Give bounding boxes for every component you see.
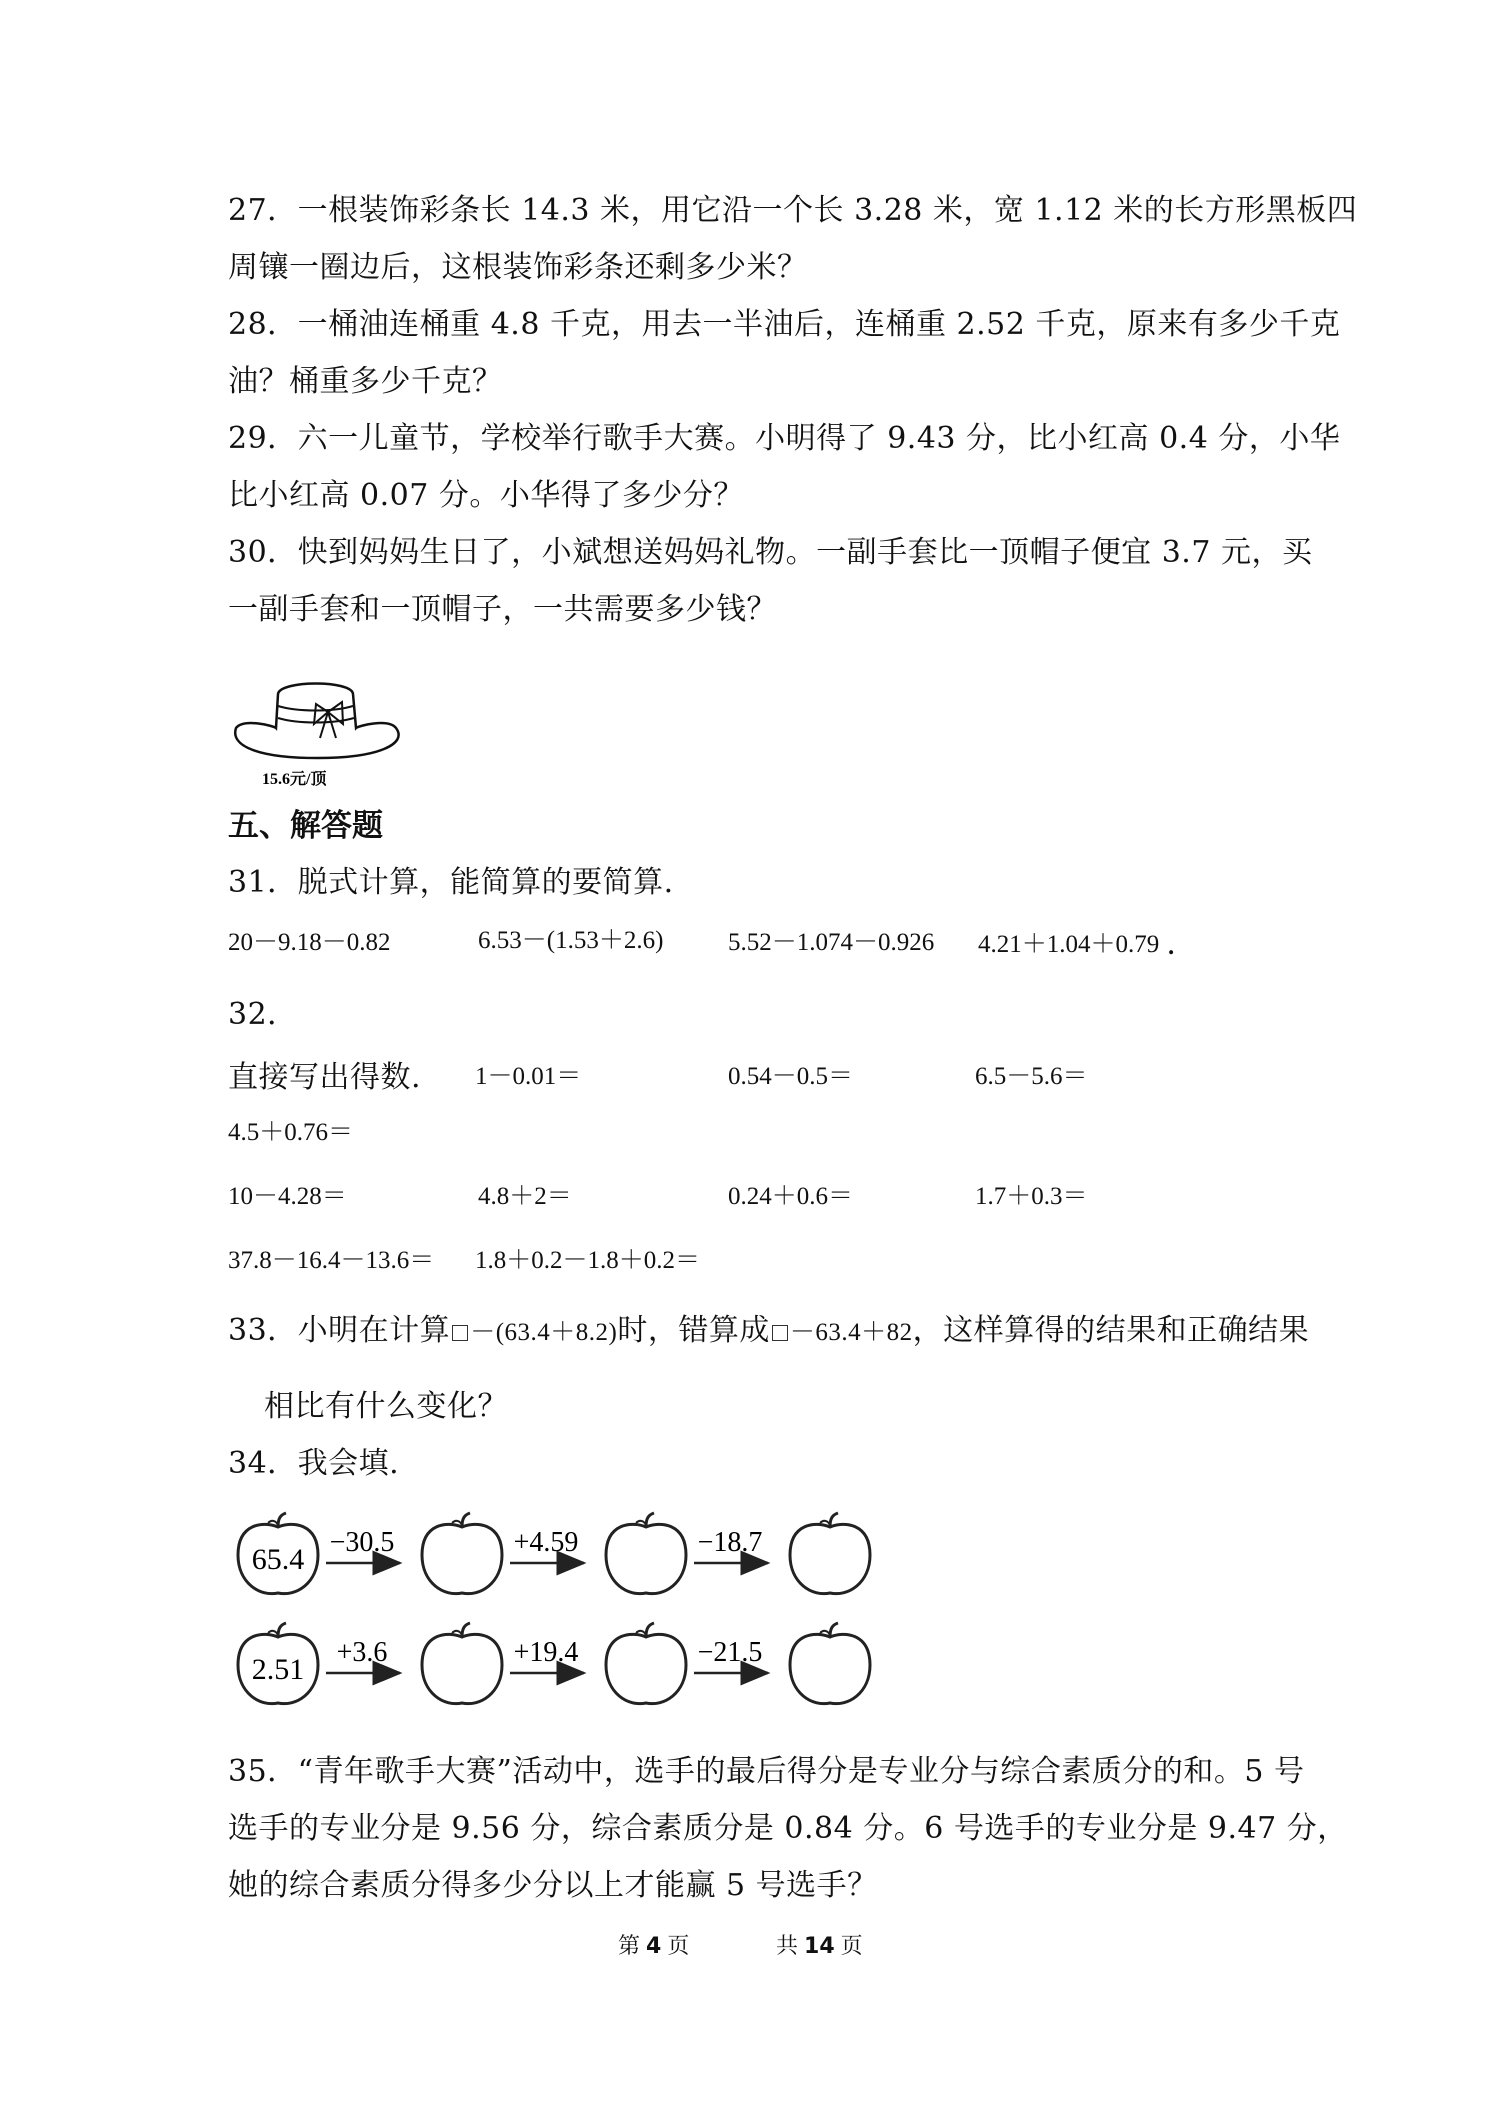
total-num: 14 [804, 1934, 835, 1959]
apple-row1-start: 65.4 [251, 1543, 305, 1576]
apple-1-2 [422, 1513, 502, 1594]
q34-title: 34．我会填. [228, 1446, 400, 1481]
op-row1-1: −30.5 [329, 1527, 395, 1558]
op-row2-3: −21.5 [697, 1637, 763, 1668]
q29-line2: 比小红高 0.07 分。小华得了多少分？ [228, 478, 744, 513]
op-row1-3: −18.7 [697, 1527, 763, 1558]
q32-item-9: 37.8－16.4－13.6＝ [228, 1247, 435, 1274]
apple-1-4 [790, 1513, 870, 1594]
q32-item-2: 0.54－0.5＝ [728, 1063, 854, 1090]
q28-line1: 28．一桶油连桶重 4.8 千克，用去一半油后，连桶重 2.52 千克，原来有多少千克 [228, 307, 1341, 342]
page-label-pre: 第 [618, 1934, 641, 1959]
q31-expr-4: 4.21＋1.04＋0.79 [978, 931, 1160, 958]
q31-end: . [1168, 933, 1175, 960]
q33-line1 [228, 1313, 1310, 1351]
q32-item-3: 6.5－5.6＝ [975, 1063, 1088, 1090]
hat-illustration [228, 666, 408, 796]
section-5-title: 五、解答题 [228, 808, 383, 844]
q33-pre: 33．小明在计算 [228, 1313, 451, 1348]
apple-2-4 [790, 1623, 870, 1704]
apple-2-2 [422, 1623, 502, 1704]
apple-row2-start: 2.51 [251, 1653, 305, 1686]
q27-line1: 27．一根装饰彩条长 14.3 米，用它沿一个长 3.28 米，宽 1.12 米的长方形黑板四 [228, 193, 1358, 228]
q31-title: 31．脱式计算，能简算的要简算. [228, 865, 674, 900]
blank-box [772, 1325, 788, 1341]
q32-item-1: 1－0.01＝ [475, 1063, 582, 1090]
op-row2-1: +3.6 [336, 1637, 388, 1668]
blank-box [452, 1325, 468, 1341]
op-row1-2: +4.59 [513, 1527, 579, 1558]
q33-mid: 时，错算成 [617, 1313, 770, 1348]
q30-line1: 30．快到妈妈生日了，小斌想送妈妈礼物。一副手套比一顶帽子便宜 3.7 元，买 [228, 535, 1313, 570]
q33-expr1: －(63.4＋8.2) [470, 1319, 618, 1346]
q32-item-7: 0.24＋0.6＝ [728, 1183, 854, 1210]
page-num: 4 [646, 1934, 662, 1959]
q33-line2: 相比有什么变化？ [264, 1389, 508, 1424]
q29-line1: 29．六一儿童节，学校举行歌手大赛。小明得了 9.43 分，比小红高 0.4 分，小华 [228, 421, 1341, 456]
q30-line2: 一副手套和一顶帽子，一共需要多少钱？ [228, 592, 777, 627]
q32-title: 32． [228, 997, 298, 1032]
q27-line2: 周镶一圈边后，这根装饰彩条还剩多少米？ [228, 250, 808, 285]
page-label-post: 页 [667, 1934, 690, 1959]
q31-expr-3: 5.52－1.074－0.926 [728, 929, 935, 956]
total-label-pre: 共 [776, 1934, 799, 1959]
page-number [618, 1929, 689, 1960]
q35-line2: 选手的专业分是 9.56 分，综合素质分是 0.84 分。6 号选手的专业分是 9.47 分， [228, 1811, 1348, 1846]
hat-price: 15.6元/顶 [262, 771, 327, 788]
apple-1-3 [606, 1513, 686, 1594]
apple-2-3 [606, 1623, 686, 1704]
page-total [776, 1929, 863, 1960]
q35-line1: 35．“青年歌手大赛”活动中，选手的最后得分是专业分与综合素质分的和。5 号 [228, 1754, 1305, 1789]
q32-item-4: 4.5＋0.76＝ [228, 1119, 354, 1146]
q31-expr-1: 20－9.18－0.82 [228, 929, 391, 956]
q35-line3: 她的综合素质分得多少分以上才能赢 5 号选手？ [228, 1868, 878, 1903]
total-label-post: 页 [840, 1934, 863, 1959]
q31-expr-2: 6.53－(1.53＋2.6) [478, 927, 664, 954]
q32-item-8: 1.7＋0.3＝ [975, 1183, 1088, 1210]
op-row2-2: +19.4 [513, 1637, 579, 1668]
q33-expr2: －63.4＋82 [789, 1319, 913, 1346]
q32-intro: 直接写出得数. [228, 1060, 422, 1095]
q32-item-5: 10－4.28＝ [228, 1183, 347, 1210]
q32-item-6: 4.8＋2＝ [478, 1183, 572, 1210]
apple-chain-figure [228, 1505, 908, 1735]
q33-post: ，这样算得的结果和正确结果 [912, 1313, 1310, 1348]
q32-item-10: 1.8＋0.2－1.8＋0.2＝ [475, 1247, 701, 1274]
q28-line2: 油？桶重多少千克？ [228, 364, 503, 399]
